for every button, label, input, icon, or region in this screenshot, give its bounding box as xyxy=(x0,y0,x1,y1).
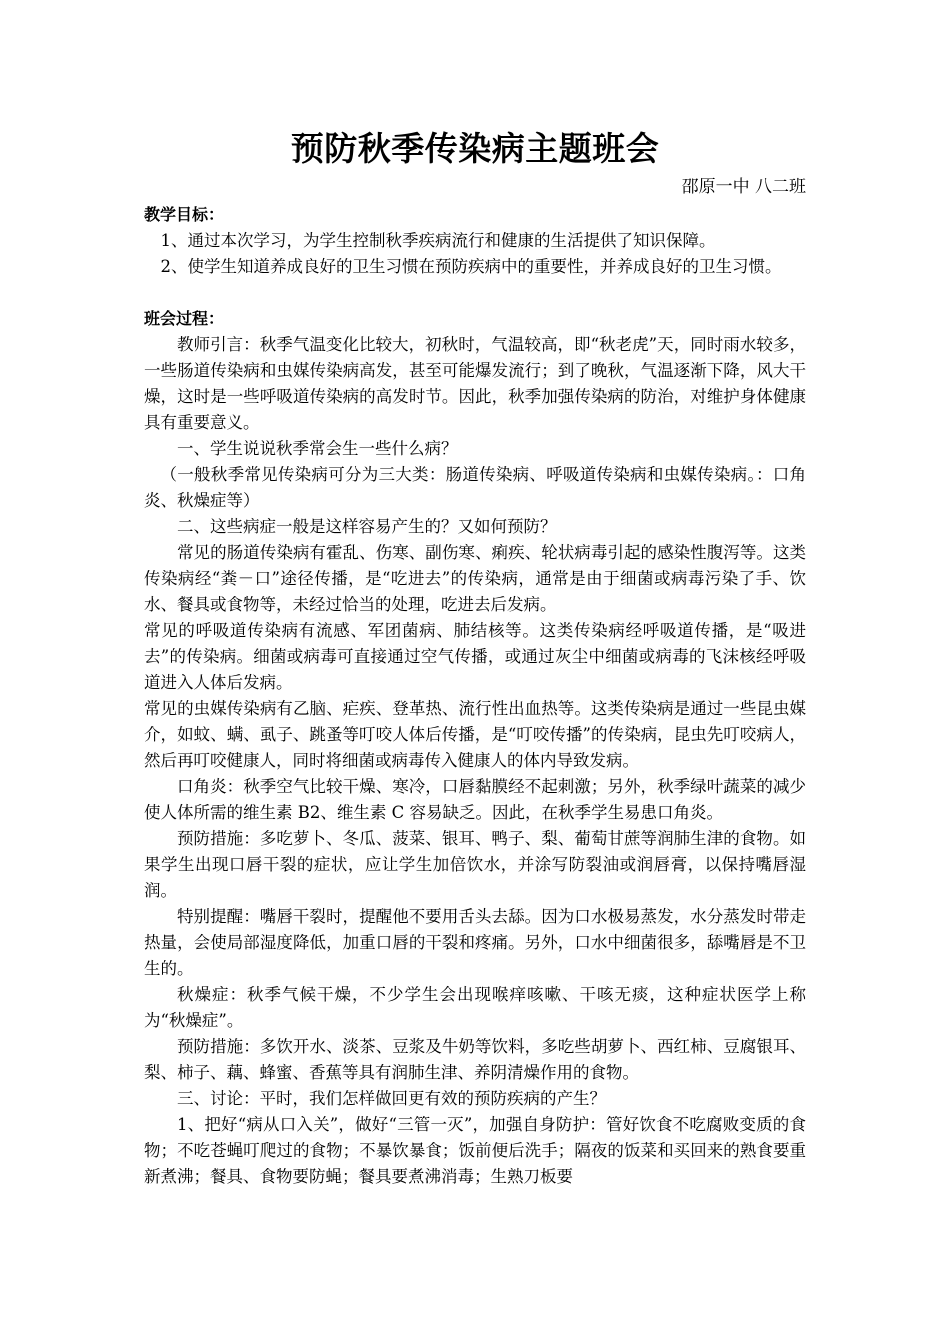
goal-item-1: 1、通过本次学习，为学生控制秋季疾病流行和健康的生活提供了知识保障。 xyxy=(160,231,716,250)
section-gap xyxy=(144,280,806,306)
paragraph-question-3: 三、讨论：平时，我们怎样做回更有效的预防疾病的产生？ xyxy=(177,1089,606,1108)
paragraph-question-2: 二、这些病症一般是这样容易产生的？又如何预防？ xyxy=(177,517,557,536)
paragraph-angular-cheilitis: 口角炎：秋季空气比较干燥、寒冷，口唇黏膜经不起刺激；另外，秋季绿叶蔬菜的减少使人体所需的维生素 B2、维生素 C 容易缺乏。因此，在秋季学生易患口角炎。 xyxy=(144,777,806,822)
paragraph-intestinal: 常见的肠道传染病有霍乱、伤寒、副伤寒、痢疾、轮状病毒引起的感染性腹泻等。这类传染病经“粪－口”途径传播，是“吃进去”的传染病，通常是由于细菌或病毒污染了手、饮水、餐具或食物等，未经过恰当的处理，吃进去后发病。 xyxy=(144,543,806,614)
document-body xyxy=(144,118,806,1190)
paragraph-reminder: 特别提醒：嘴唇干裂时，提醒他不要用舌头去舔。因为口水极易蒸发，水分蒸发时带走热量，会使局部湿度降低，加重口唇的干裂和疼痛。另外，口水中细菌很多，舔嘴唇是不卫生的。 xyxy=(144,907,806,978)
goal-item-2: 2、使学生知道养成良好的卫生习惯在预防疾病中的重要性，并养成良好的卫生习惯。 xyxy=(160,257,782,276)
paragraph-autumn-dryness: 秋燥症：秋季气候干燥，不少学生会出现喉痒咳嗽、干咳无痰，这种症状医学上称为“秋燥症”。 xyxy=(144,985,806,1030)
paragraph-prevention-1: 预防措施：多吃萝卜、冬瓜、菠菜、银耳、鸭子、梨、葡萄甘蔗等润肺生津的食物。如果学生出现口唇干裂的症状，应让学生加倍饮水，并涂写防裂油或润唇膏，以保持嘴唇湿润。 xyxy=(144,829,806,900)
goals-heading: 教学目标： xyxy=(144,205,225,224)
paragraph-note: （一般秋季常见传染病可分为三大类：肠道传染病、呼吸道传染病和虫媒传染病。：口角炎、秋燥症等） xyxy=(144,465,806,510)
paragraph-question-1: 一、学生说说秋季常会生一些什么病？ xyxy=(177,439,458,458)
document-title: 预防秋季传染病主题班会 xyxy=(290,129,660,168)
paragraph-respiratory: 常见的呼吸道传染病有流感、军团菌病、肺结核等。这类传染病经呼吸道传播，是“吸进去”的传染病。细菌或病毒可直接通过空气传播，或通过灰尘中细菌或病毒的飞沫核经呼吸道进入人体后发病。 xyxy=(144,621,806,692)
document-author: 邵原一中 八二班 xyxy=(681,177,806,197)
paragraph-measure-1: 1、把好“病从口入关”，做好“三管一灭”，加强自身防护：管好饮食不吃腐败变质的食物；不吃苍蝇叮爬过的食物；不暴饮暴食；饭前便后洗手；隔夜的饭菜和买回来的熟食要重新煮沸；餐具、食物要防蝇；餐具要煮沸消毒；生熟刀板要 xyxy=(144,1115,806,1186)
paragraph-prevention-2: 预防措施：多饮开水、淡茶、豆浆及牛奶等饮料，多吃些胡萝卜、西红柿、豆腐银耳、梨、柿子、藕、蜂蜜、香蕉等具有润肺生津、养阴清燥作用的食物。 xyxy=(144,1037,806,1082)
paragraph-intro: 教师引言：秋季气温变化比较大，初秋时，气温较高，即“秋老虎”天，同时雨水较多，一些肠道传染病和虫媒传染病高发，甚至可能爆发流行；到了晚秋，气温逐渐下降，风大干燥，这时是一些呼吸道传染病的高发时节。因此，秋季加强传染病的防治，对维护身体健康具有重要意义。 xyxy=(144,335,806,432)
paragraph-insect-borne: 常见的虫媒传染病有乙脑、疟疾、登革热、流行性出血热等。这类传染病是通过一些昆虫媒介，如蚊、螨、虱子、跳蚤等叮咬人体后传播，是“叮咬传播”的传染病，昆虫先叮咬病人，然后再叮咬健康人，同时将细菌或病毒传入健康人的体内导致发病。 xyxy=(144,699,806,770)
process-heading: 班会过程： xyxy=(144,309,225,328)
